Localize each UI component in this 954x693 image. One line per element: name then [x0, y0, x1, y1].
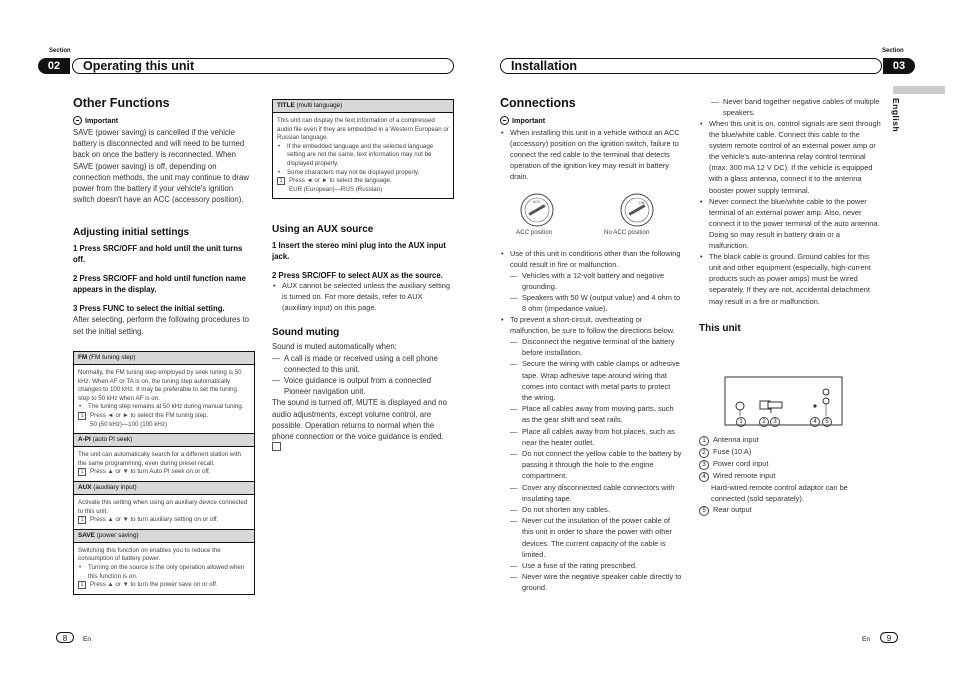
important-label-right: Important [512, 116, 546, 125]
direction-item: — Do not connect the yellow cable to the battery by passing it through the hole to the engine compartment. [510, 448, 682, 482]
connections-note: • When this unit is on, control signals are sent through the blue/white cable. Connect this cable to the system remote control of an external power amp or the vehicle's auto-antenna relay control terminal (max. 300 mA 12 V DC). If the vehicle is equipped with a glass antenna, connect it to the antenna booster power supply terminal. [699, 118, 881, 196]
legend-item: 4 Wired remote input [699, 470, 881, 482]
direction-item: — Place all cables away from moving parts, such as the gear shift and seat rails. [510, 403, 682, 425]
direction-item: — Secure the wiring with cable clamps or adhesive tape. Wrap adhesive tape around wiring that comes into contact with metal parts to protect the wiring. [510, 358, 682, 403]
direction-item: — Never cut the insulation of the power cable of this unit in order to share the power with other devices. The current capacity of the cable is limited. [510, 515, 682, 560]
aux-section [272, 224, 454, 454]
connections-note: • Never connect the blue/white cable to the power terminal of an external power amp. Also, never connect it to the power terminal of the auto antenna. Doing so may result in battery drain or a malfunction. [699, 196, 881, 251]
direction-item: — Never wire the negative speaker cable directly to ground. [510, 571, 682, 593]
legend-item: 3 Power cord input [699, 458, 881, 470]
connections-note: • The black cable is ground. Ground cables for this unit and other equipment (especially, high-current products such as power amps) must be wired separately. If they are not, accidental detachment may result in a fire or malfunction. [699, 251, 881, 306]
callout-2: 2 [759, 417, 769, 427]
important-icon [73, 116, 82, 125]
callout-3: 3 [770, 417, 780, 427]
table-cell-title: This unit can display the text information of a compressed audio file even if they are embedded in a Western European or Russian language. • If the embedded language and the selected language setting are not the same, text information may not be displayed properly. • Some characters may not be displayed properly. 1 Press ◄ or ► to select the language. EUR (European)—RUS (Russian) [273, 113, 453, 198]
callout-1: 1 [736, 417, 746, 427]
acc-label: ACC position [516, 229, 553, 236]
noacc-label: No ACC position [604, 229, 650, 236]
condition-item: — Speakers with 50 W (output value) and 4 ohm to 8 ohm (impedance value). [510, 292, 682, 314]
table-cell-api: The unit can automatically search for a different station with the same programming, even during preset recall. 1 Press ▲ or ▼ to turn Auto PI seek on or off. [78, 451, 241, 476]
key-icon: 1 [78, 516, 86, 524]
legend-item: Hard-wired remote control adaptor can be connected (sold separately). [711, 483, 848, 504]
important-label: Important [85, 116, 119, 125]
table-header-fm: FM (FM tuning step) [74, 351, 254, 365]
ignition-diagrams [500, 188, 682, 242]
page-number-right: 9 [880, 632, 898, 643]
callout-4: 4 [810, 417, 820, 427]
adjusting-step-3: 3 Press FUNC to select the initial setting. [73, 304, 225, 314]
other-functions-heading: Other Functions [73, 96, 170, 110]
key-icon: 1 [277, 177, 285, 185]
muting-outro: The sound is turned off, MUTE is displayed and no audio adjustments, except volume control, are possible. Operation returns to normal when the phone connection or the voice guidance is ended. [272, 397, 454, 454]
section-label: Section [49, 48, 71, 54]
end-mark-icon [272, 442, 281, 451]
section-title: Operating this unit [72, 58, 454, 74]
direction-item: — Do not shorten any cables. [510, 504, 682, 515]
aux-step-2: 2 Press SRC/OFF to select AUX as the source. [272, 271, 443, 280]
table-header-aux: AUX (auxiliary input) [74, 481, 254, 495]
settings-table [73, 351, 255, 595]
muting-item: — A call is made or received using a cell phone connected to this unit. [272, 353, 454, 375]
title-table [272, 99, 454, 199]
muting-intro: Sound is muted automatically when: [272, 342, 397, 352]
svg-text:ACC: ACC [533, 200, 541, 204]
this-unit-heading: This unit [699, 322, 741, 334]
table-header-api: A-PI (auto PI seek) [74, 433, 254, 447]
table-cell-fm: Normally, the FM tuning step employed by seek tuning is 50 kHz. When AF or TA is on, the tuning step automatically changes to 100 kHz. It may be preferable to set the tuning step to 50 kHz when AF is on. • The tuning step remains at 50 kHz during manual tuning. 1 Press ◄ or ► to select the FM tuning step. 50 (50 kHz)—100 (100 kHz) [74, 365, 254, 433]
adjusting-after: After selecting, perform the following procedures to set the initial setting. [73, 315, 249, 336]
svg-text:ON: ON [639, 201, 645, 205]
table-header-title: TITLE (multi language) [273, 99, 453, 113]
page-lang-left: En [83, 636, 91, 643]
other-functions [73, 96, 255, 337]
direction-item: — Use a fuse of the rating prescribed. [510, 560, 682, 571]
table-header-save: SAVE (power saving) [74, 529, 254, 543]
key-icon: 1 [78, 468, 86, 476]
direction-item: — Disconnect the negative terminal of the battery before installation. [510, 336, 682, 358]
page-lang-right: En [862, 636, 870, 643]
key-icon: 1 [78, 581, 86, 589]
condition-item: — Vehicles with a 12-volt battery and negative grounding. [510, 270, 682, 292]
table-cell-save: Switching this function on enables you to reduce the consumption of battery power. • Turning on the source is the only operation allowed when this function is on. 1 Press ▲ or ▼ to turn the power save on or off. [74, 543, 254, 594]
section-number-right: 03 [883, 58, 915, 74]
legend-item: 1 Antenna input [699, 434, 881, 446]
section-label-right: Section [882, 48, 904, 54]
important-note-right [500, 116, 682, 125]
legend-item: 2 Fuse (10 A) [699, 446, 881, 458]
adjusting-step-2: 2 Press SRC/OFF and hold until function name appears in the display. [73, 274, 246, 295]
direction-item: — Place all cables away from hot places, such as near the heater outlet. [510, 426, 682, 448]
callout-5: 5 [822, 417, 832, 427]
unit-diagram [724, 376, 844, 428]
important-icon [500, 116, 509, 125]
aux-step-1: 1 Insert the stereo mini plug into the AUX input jack. [272, 241, 446, 261]
connections-continued [699, 96, 881, 334]
connections-bullet-2: • Use of this unit in conditions other than the following could result in fire or malfunction. [500, 248, 682, 270]
aux-heading: Using an AUX source [272, 224, 374, 235]
legend-item: 5 Rear output [699, 504, 881, 516]
important-note [73, 116, 255, 125]
section-title-right: Installation [500, 58, 882, 74]
connections [500, 96, 682, 594]
page-number-left: 8 [56, 632, 74, 643]
section-number: 02 [38, 58, 70, 74]
connections-heading: Connections [500, 96, 576, 110]
connections-bullet-1: • When installing this unit in a vehicle without an ACC (accessory) position on the ignition switch, failure to connect the red cable to the terminal that detects operation of the ignition key may result in battery drain. [500, 127, 682, 182]
important-text: SAVE (power saving) is cancelled if the vehicle battery is disconnected and will need to be turned back on once the battery is reconnected. When SAVE (power saving) is off, depending on connection methods, the unit may continue to draw power from the battery if your vehicle's ignition switch doesn't have an ACC (accessory position). [73, 128, 249, 205]
adjusting-heading: Adjusting initial settings [73, 227, 190, 239]
aux-note: • AUX cannot be selected unless the auxiliary setting is turned on. For more details, refer to AUX (auxiliary input) on this page. [272, 281, 454, 313]
direction-item: — Never band together negative cables of multiple speakers. [711, 96, 881, 118]
side-tab-bar [893, 86, 945, 94]
key-icon: 1 [78, 412, 86, 420]
direction-item: — Cover any disconnected cable connectors with insulating tape. [510, 482, 682, 504]
muting-heading: Sound muting [272, 327, 340, 339]
side-language-label: English [891, 98, 901, 133]
connections-bullet-3: • To prevent a short-circuit, overheating or malfunction, be sure to follow the directions below. [500, 314, 682, 336]
table-cell-aux: Activate this setting when using an auxiliary device connected to this unit. 1 Press ▲ or ▼ to turn auxiliary setting on or off. [78, 498, 248, 524]
muting-item: — Voice guidance is output from a connected Pioneer navigation unit. [272, 375, 454, 397]
adjusting-step-1: 1 Press SRC/OFF and hold until the unit turns off. [73, 244, 243, 265]
unit-legend [699, 434, 881, 516]
